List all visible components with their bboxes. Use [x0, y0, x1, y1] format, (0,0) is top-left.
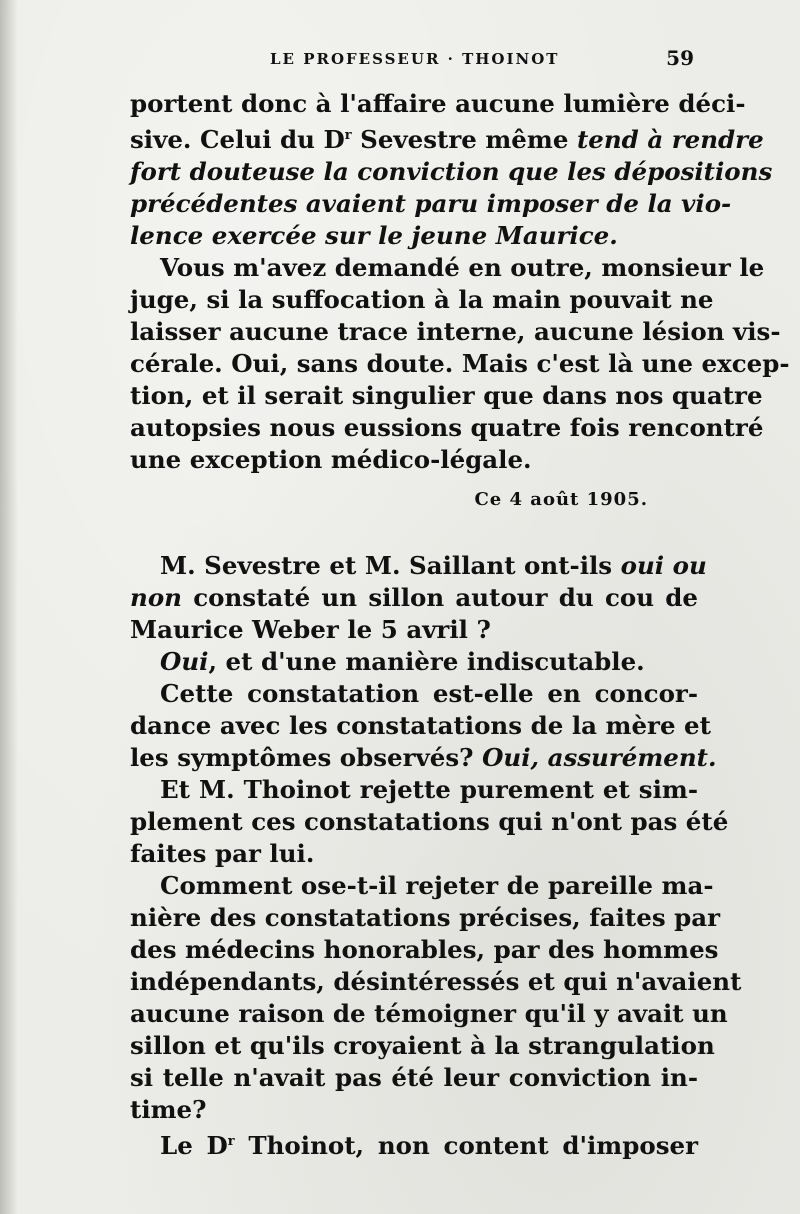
text-line: les symptômes observés? Oui, assurément.	[130, 743, 717, 773]
text-line: faites par lui.	[130, 839, 315, 869]
text-line: plement ces constatations qui n'ont pas été	[130, 807, 729, 837]
text-line: fort douteuse la conviction que les dépositions	[130, 157, 773, 187]
text-line: tion, et il serait singulier que dans nos quatre	[130, 381, 763, 411]
text-line: Le $D^r$ Thoinot, non content d'imposer	[160, 1131, 698, 1161]
text-line: Comment ose-t-il rejeter de pareille ma-	[160, 871, 714, 901]
text-line: si telle n'avait pas été leur conviction in-	[130, 1063, 698, 1093]
paragraph-2	[130, 252, 790, 476]
text-line: autopsies nous eussions quatre fois rencontré	[130, 413, 764, 443]
page-number: 59	[666, 46, 694, 70]
text-line: time?	[130, 1095, 207, 1125]
page-edge-shadow	[0, 0, 18, 1214]
text-line: nière des constatations précises, faites par	[130, 903, 721, 933]
text-line: Oui, et d'une manière indiscutable.	[160, 647, 645, 677]
text-line: dance avec les constatations de la mère et	[130, 711, 711, 741]
text-line: lence exercée sur le jeune Maurice.	[130, 221, 618, 251]
paragraph-7	[130, 870, 742, 1126]
paragraph-3	[130, 550, 707, 646]
text-line: indépendants, désintéressés et qui n'avaient	[130, 967, 742, 997]
text-line: une exception médico-légale.	[130, 445, 532, 475]
paragraph-8	[130, 1126, 698, 1162]
paragraph-6	[130, 774, 729, 870]
dateline: Ce 4 août 1905.	[474, 489, 648, 511]
text-line: portent donc à l'affaire aucune lumière déci-	[130, 89, 746, 118]
paragraph-1	[130, 88, 773, 252]
paragraph-5	[130, 678, 717, 774]
text-line: Cette constatation est-elle en concor-	[160, 679, 698, 709]
text-line: aucune raison de témoigner qu'il y avait un	[130, 999, 728, 1029]
text-line: sillon et qu'ils croyaient à la strangulation	[130, 1031, 715, 1061]
paragraph-4	[130, 646, 698, 678]
text-line: des médecins honorables, par des hommes	[130, 935, 719, 965]
text-line: Vous m'avez demandé en outre, monsieur le	[160, 253, 765, 283]
text-line: précédentes avaient paru imposer de la vio-	[130, 189, 732, 219]
text-line: Et M. Thoinot rejette purement et sim-	[160, 775, 698, 805]
text-line: laisser aucune trace interne, aucune lésion vis-	[130, 317, 781, 347]
text-line: Maurice Weber le 5 avril ?	[130, 615, 491, 645]
body-text	[130, 88, 790, 1162]
running-head: LE PROFESSEUR · THOINOT	[270, 50, 560, 68]
text-line: sive. Celui du $D^r$ Sevestre même tend à rendre	[130, 125, 764, 155]
text-line: cérale. Oui, sans doute. Mais c'est là une excep-	[130, 349, 790, 379]
text-line: M. Sevestre et M. Saillant ont-ils oui ou	[160, 551, 707, 581]
page-header	[130, 46, 700, 74]
text-line: juge, si la suffocation à la main pouvait ne	[130, 285, 714, 315]
text-line: non constaté un sillon autour du cou de	[130, 583, 698, 613]
